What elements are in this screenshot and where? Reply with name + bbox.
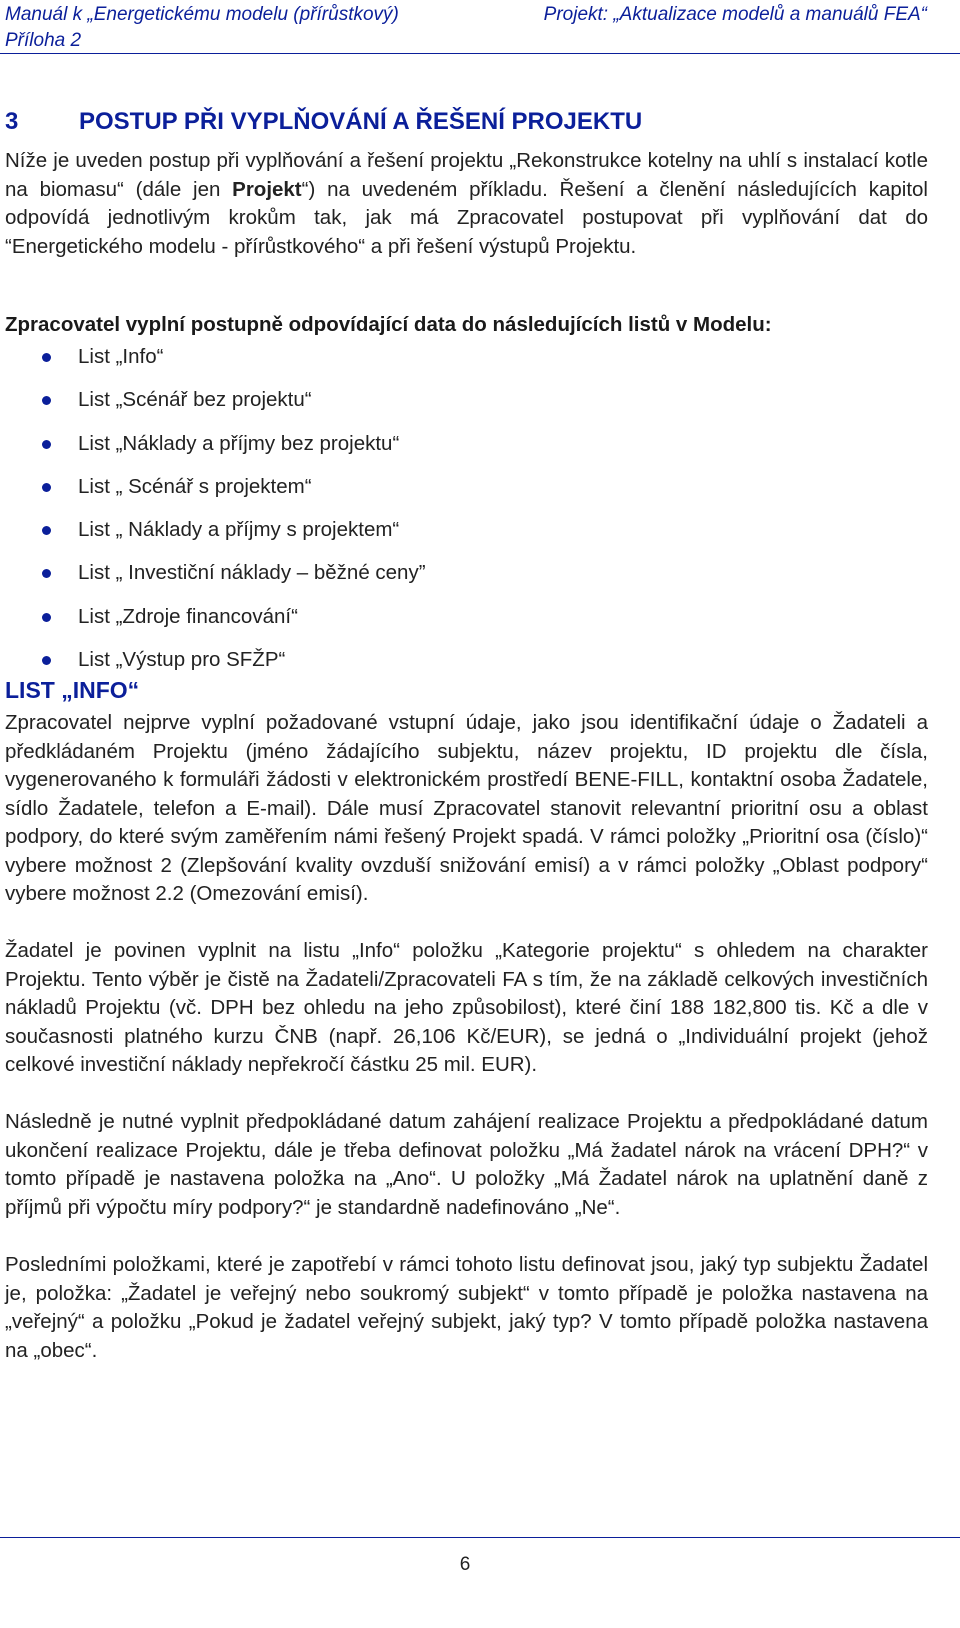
chapter-number: 3 (5, 108, 19, 135)
section-heading: LIST „INFO“ (5, 677, 140, 703)
bullet-icon (42, 353, 51, 362)
list-item-label: List „Scénář bez projektu“ (78, 388, 312, 412)
paragraph-dates-vat: Následně je nutné vyplnit předpokládané datum zahájení realizace Projektu a předpokládané datum ukončení realizace Projektu, dále je třeba definovat položku „Má žadatel nárok na vrácení DPH?“ v tomto případě je nastavena položka na „Ano“. U položky „Má Žadatel nárok na uplatnění daně z příjmů při výpočtu míry podpory?“ je standardně nadefinováno „Ne“. (5, 1110, 928, 1219)
intro-text-2: “) na uvedeném příkladu. Řešení a členění následujících kapitol odpovídá jednotlivým krokům tak, jak má Zpracovatel postupovat při vyplňování dat do “Energetického modelu - přírůstkového“ a při řešení výstupů Projektu. (5, 177, 928, 258)
header-project-title: Projekt: „Aktualizace modelů a manuálů FEA“ (543, 4, 927, 25)
bullet-icon (42, 440, 51, 449)
bullet-icon (42, 483, 51, 492)
sheets-lead: Zpracovatel vyplní postupně odpovídající data do následujících listů v Modelu: (5, 313, 772, 336)
header-attachment: Příloha 2 (5, 30, 82, 51)
header-left (5, 2, 399, 54)
list-item-label: List „ Scénář s projektem“ (78, 474, 312, 498)
header-divider (0, 53, 960, 54)
chapter-heading (5, 106, 927, 138)
bullet-icon (42, 569, 51, 578)
page-header (5, 2, 927, 52)
footer-divider (0, 1537, 960, 1538)
intro-bold-term: Projekt (232, 177, 302, 201)
list-item-label: List „Výstup pro SFŽP“ (78, 648, 286, 672)
list-item-label: List „ Investiční náklady – běžné ceny” (78, 561, 426, 585)
header-manual-title: Manuál k „Energetickému modelu (přírůstkový) (5, 4, 399, 25)
paragraph-category: Žadatel je povinen vyplnit na listu „Info“ položku „Kategorie projektu“ s ohledem na charakter Projektu. Tento výběr je čistě na Žadateli/Zpracovateli FA s tím, že na základě celkových investičních nákladů Projektu (vč. DPH bez ohledu na jeho způsobilost), které činí 188 182,800 tis. Kč a dle v současnosti platného kurzu ČNB (např. 26,106 Kč/EUR), se jedná o „Individuální projekt (jehož celkové investiční náklady nepřekročí částku 25 mil. EUR). (5, 939, 928, 1076)
bullet-icon (42, 396, 51, 405)
paragraph-info-inputs: Zpracovatel nejprve vyplní požadované vstupní údaje, jako jsou identifikační údaje o Žadateli a předkládaném Projektu (jméno žádajícího subjektu, název projektu, ID projektu dle čísla, vygenerovaného k formuláři žádosti v elektronickém prostředí BENE-FILL, kontaktní osoba Žadatele, sídlo Žadatele, telefon a E-mail). Dále musí Zpracovatel stanovit relevantní prioritní osu a oblast podpory, do které svým zaměřením námi řešený Projekt spadá. V rámci položky „Prioritní osa (číslo)“ vybere možnost 2 (Zlepšování kvality ovzduší snižování emisí) a v rámci položky „Oblast podpory“ vybere možnost 2.2 (Omezování emisí). (5, 711, 928, 905)
list-item-label: List „ Náklady a příjmy s projektem“ (78, 518, 400, 542)
list-item-label: List „Náklady a příjmy bez projektu“ (78, 431, 400, 455)
bullet-icon (42, 656, 51, 665)
chapter-title: POSTUP PŘI VYPLŇOVÁNÍ A ŘEŠENÍ PROJEKTU (79, 108, 643, 135)
paragraph-subject-type: Posledními položkami, které je zapotřebí v rámci tohoto listu definovat jsou, jaký typ subjektu Žadatel je, položka: „Žadatel je veřejný nebo soukromý subjekt“ v tomto případě je položka nastavena na „veřejný“ a položku „Pokud je žadatel veřejný subjekt, jaký typ? V tomto případě položka nastavena na „obec“. (5, 1253, 928, 1362)
page-number: 6 (459, 1554, 471, 1575)
list-item-label: List „Zdroje financování“ (78, 604, 298, 628)
intro-paragraph (5, 147, 928, 261)
bullet-icon (42, 613, 51, 622)
intro-text-1: Níže je uveden postup při vyplňování a řešení projektu „Rekonstrukce kotelny na uhlí s instalací kotle na biomasu“ (dále jen (5, 149, 928, 201)
list-item-label: List „Info“ (78, 345, 164, 368)
bullet-icon (42, 526, 51, 535)
